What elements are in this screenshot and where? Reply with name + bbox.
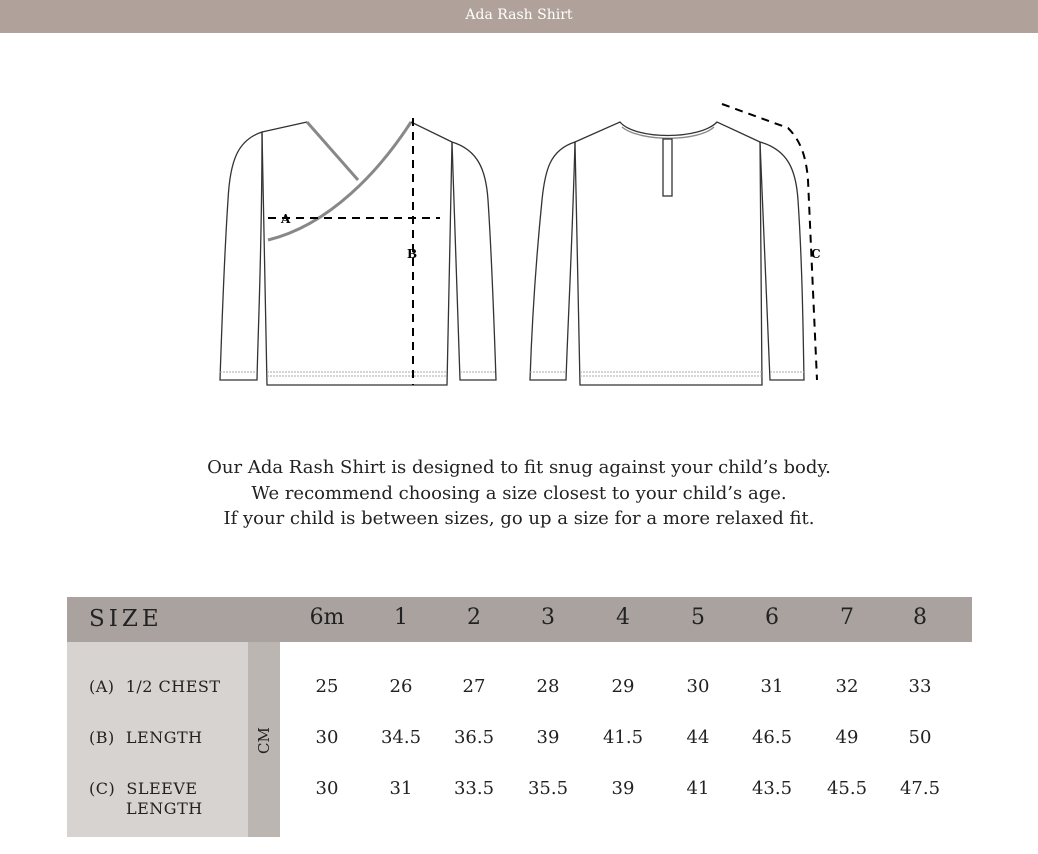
size-heading: SIZE <box>89 606 163 632</box>
table-cell: 43.5 <box>751 778 793 799</box>
shirt-front <box>220 118 496 385</box>
table-cell: 35.5 <box>527 778 569 799</box>
table-cell: 31 <box>389 778 413 799</box>
page-title: Ada Rash Shirt <box>465 7 573 23</box>
size-header-7: 7 <box>840 605 854 630</box>
size-header-4: 4 <box>616 605 630 630</box>
label-a: A <box>281 212 291 226</box>
size-header-5: 5 <box>691 605 705 630</box>
table-cell: 26 <box>389 676 413 697</box>
row-label-text: (B) LENGTH <box>89 728 203 747</box>
description-line: Our Ada Rash Shirt is designed to fit snug against your child’s body. <box>207 457 831 478</box>
unit-label: CM <box>255 727 273 754</box>
row-label <box>89 728 203 748</box>
description-line: If your child is between sizes, go up a size for a more relaxed fit. <box>223 508 815 529</box>
table-cell: 39 <box>536 727 560 748</box>
table-cell: 49 <box>835 727 859 748</box>
table-cell: 41 <box>686 778 710 799</box>
shirt-diagram <box>0 0 1038 420</box>
label-b: B <box>407 247 418 261</box>
row-label <box>89 677 221 697</box>
size-header-8: 8 <box>913 605 927 630</box>
row-label-text-2: LENGTH <box>126 799 203 818</box>
size-header-1: 1 <box>394 605 408 630</box>
table-cell: 30 <box>315 727 339 748</box>
table-cell: 29 <box>611 676 635 697</box>
table-cell: 46.5 <box>751 727 793 748</box>
table-cell: 44 <box>686 727 710 748</box>
description-line: We recommend choosing a size closest to your child’s age. <box>251 482 787 504</box>
table-cell: 28 <box>536 676 560 697</box>
row-label <box>89 779 203 819</box>
size-header-6: 6 <box>765 605 779 630</box>
table-cell: 32 <box>835 676 859 697</box>
table-cell: 30 <box>315 778 339 799</box>
fit-description <box>0 455 1038 532</box>
row-label-text: (A) 1/2 CHEST <box>89 677 221 696</box>
size-header-2: 2 <box>467 605 481 630</box>
table-cell: 39 <box>611 778 635 799</box>
table-cell: 25 <box>315 676 339 697</box>
table-cell: 31 <box>760 676 784 697</box>
label-c: C <box>811 247 821 261</box>
size-header-3: 3 <box>541 605 555 630</box>
table-cell: 33 <box>908 676 932 697</box>
row-label-text: (C) SLEEVE <box>89 779 198 798</box>
table-cell: 47.5 <box>899 778 941 799</box>
table-cell: 27 <box>462 676 486 697</box>
table-cell: 50 <box>908 727 932 748</box>
size-header-6m: 6m <box>309 605 345 630</box>
table-cell: 34.5 <box>380 727 422 748</box>
table-cell: 41.5 <box>602 727 644 748</box>
table-cell: 45.5 <box>826 778 868 799</box>
table-cell: 30 <box>686 676 710 697</box>
table-cell: 36.5 <box>453 727 495 748</box>
table-cell: 33.5 <box>453 778 495 799</box>
shirt-back <box>530 104 821 385</box>
